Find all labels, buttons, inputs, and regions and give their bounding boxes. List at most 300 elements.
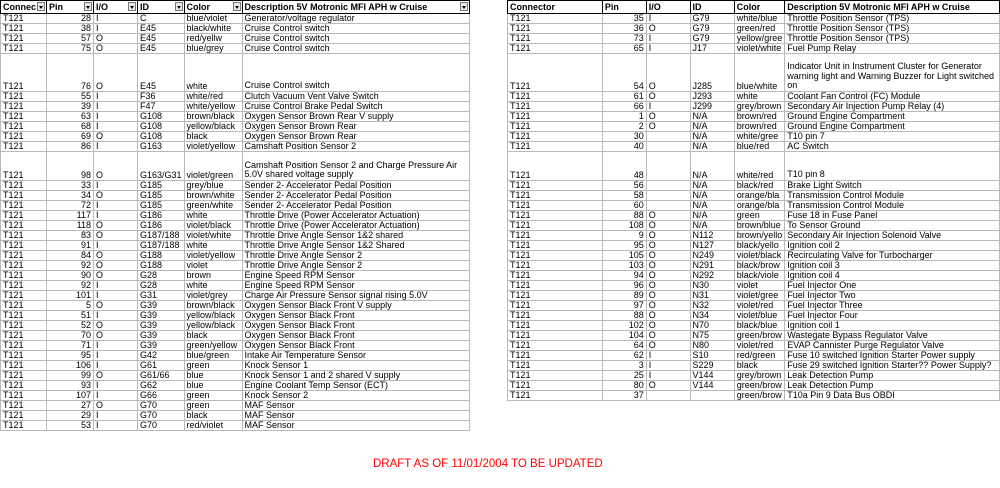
cell-id: V144 (690, 371, 734, 381)
cell-connector: T121 (508, 201, 603, 211)
header-label: Description 5V Motronic MFI APH w Cruise (244, 2, 428, 12)
cell-io: I (94, 391, 138, 401)
cell-connector: T121 (1, 112, 47, 122)
cell-color: blue/grey (184, 44, 242, 54)
cell-id: G70 (138, 401, 185, 411)
cell-pin: 53 (47, 421, 94, 431)
cell-color: white/yellow (184, 102, 242, 112)
cell-io: O (646, 221, 690, 231)
cell-io: O (646, 301, 690, 311)
cell-id: G108 (138, 132, 185, 142)
cell-color: brown/black (184, 112, 242, 122)
cell-id: F36 (138, 92, 185, 102)
cell-description: Intake Air Temperature Sensor (242, 351, 469, 361)
table-row (1, 271, 470, 281)
cell-id: N291 (690, 261, 734, 271)
cell-id: N292 (690, 271, 734, 281)
cell-description: Cruise Control switch (242, 24, 469, 34)
header-label: Pin (49, 2, 64, 12)
header-io (94, 1, 138, 14)
cell-color: blue/green (184, 351, 242, 361)
header-description (785, 1, 1000, 14)
cell-color: brown (184, 271, 242, 281)
cell-pin: 2 (602, 122, 646, 132)
table-row (1, 14, 470, 24)
cell-io: O (94, 261, 138, 271)
cell-io: O (646, 331, 690, 341)
table-row (1, 391, 470, 401)
cell-io: I (94, 281, 138, 291)
header-pin (47, 1, 94, 14)
cell-pin: 3 (602, 361, 646, 371)
header-io (646, 1, 690, 14)
cell-connector: T121 (508, 301, 603, 311)
table-row (508, 201, 1000, 211)
cell-description: Ignition coil 1 (785, 321, 1000, 331)
cell-color: blue/red (734, 142, 785, 152)
cell-io: I (94, 142, 138, 152)
cell-pin: 103 (602, 261, 646, 271)
cell-id: N32 (690, 301, 734, 311)
cell-io: O (94, 251, 138, 261)
cell-color: yellow/black (184, 122, 242, 132)
cell-color: white/red (734, 152, 785, 181)
cell-connector: T121 (508, 211, 603, 221)
cell-pin: 64 (602, 341, 646, 351)
cell-description: To Sensor Ground (785, 221, 1000, 231)
cell-io (646, 132, 690, 142)
table-row (508, 331, 1000, 341)
cell-connector: T121 (508, 331, 603, 341)
cell-id: N249 (690, 251, 734, 261)
cell-pin: 54 (602, 54, 646, 92)
cell-io: I (94, 122, 138, 132)
cell-id: N34 (690, 311, 734, 321)
cell-pin: 107 (47, 391, 94, 401)
cell-description: Sender 2- Accelerator Pedal Position (242, 201, 469, 211)
cell-pin: 25 (602, 371, 646, 381)
table-row (508, 92, 1000, 102)
cell-description: Fuse 18 in Fuse Panel (785, 211, 1000, 221)
cell-connector: T121 (508, 34, 603, 44)
table-row (1, 261, 470, 271)
table-row (508, 251, 1000, 261)
table-row (508, 281, 1000, 291)
table-row (1, 112, 470, 122)
filter-dropdown-icon[interactable] (460, 2, 468, 11)
cell-id: G79 (690, 14, 734, 24)
table-row (508, 14, 1000, 24)
cell-id: G31 (138, 291, 185, 301)
header-label: Connec (3, 2, 37, 12)
cell-color: yellow/black (184, 321, 242, 331)
cell-description: Indicator Unit in Instrument Cluster for Generator warning light and Warning Buzzer for Light switched on (785, 54, 1000, 92)
cell-pin: 51 (47, 311, 94, 321)
cell-io: I (94, 361, 138, 371)
cell-color: brown/yello (734, 231, 785, 241)
cell-connector: T121 (508, 391, 603, 401)
filter-dropdown-icon[interactable] (175, 2, 183, 11)
cell-color: grey/blue (184, 181, 242, 191)
cell-pin: 105 (602, 251, 646, 261)
table-row (1, 241, 470, 251)
cell-id: N/A (690, 132, 734, 142)
cell-pin: 58 (602, 191, 646, 201)
cell-color: white (184, 281, 242, 291)
cell-io: I (646, 34, 690, 44)
cell-id: G185 (138, 181, 185, 191)
cell-description: Coolant Fan Control (FC) Module (785, 92, 1000, 102)
cell-connector: T121 (1, 122, 47, 132)
cell-id: N31 (690, 291, 734, 301)
cell-pin: 118 (47, 221, 94, 231)
cell-io (646, 142, 690, 152)
cell-id: E45 (138, 54, 185, 92)
cell-description: Camshaft Position Sensor 2 and Charge Pressure Air 5.0V shared voltage supply (242, 152, 469, 181)
cell-pin: 102 (602, 321, 646, 331)
cell-description: Knock Sensor 1 and 2 shared V supply (242, 371, 469, 381)
cell-pin: 30 (602, 132, 646, 142)
cell-io: O (646, 251, 690, 261)
cell-color: blue/white (734, 54, 785, 92)
cell-connector: T121 (1, 371, 47, 381)
cell-io: O (646, 321, 690, 331)
cell-io: I (94, 421, 138, 431)
cell-id: G39 (138, 301, 185, 311)
cell-pin: 93 (47, 381, 94, 391)
cell-connector: T121 (508, 181, 603, 191)
cell-id: G163/G31 (138, 152, 185, 181)
cell-description: Engine Speed RPM Sensor (242, 271, 469, 281)
cell-description: Brake Light Switch (785, 181, 1000, 191)
cell-connector: T121 (508, 241, 603, 251)
cell-color: violet/green (184, 152, 242, 181)
cell-id: N/A (690, 211, 734, 221)
cell-connector: T121 (508, 381, 603, 391)
cell-description: T10 pin 7 (785, 132, 1000, 142)
cell-pin: 27 (47, 401, 94, 411)
cell-id: N/A (690, 221, 734, 231)
filter-dropdown-icon[interactable] (84, 2, 92, 11)
cell-id: G28 (138, 281, 185, 291)
cell-pin: 97 (602, 301, 646, 311)
cell-description: Cruise Control switch (242, 34, 469, 44)
cell-description: Wastegate Bypass Regulator Valve (785, 331, 1000, 341)
cell-id: G79 (690, 24, 734, 34)
cell-id: G39 (138, 331, 185, 341)
cell-id: G70 (138, 411, 185, 421)
cell-io: I (646, 371, 690, 381)
cell-connector: T121 (1, 34, 47, 44)
cell-connector: T121 (1, 92, 47, 102)
cell-pin: 104 (602, 331, 646, 341)
table-row (508, 112, 1000, 122)
table-row (508, 341, 1000, 351)
cell-id: J17 (690, 44, 734, 54)
cell-description: MAF Sensor (242, 411, 469, 421)
table-row (508, 271, 1000, 281)
cell-description: Ground Engine Compartment (785, 122, 1000, 132)
cell-io: O (94, 132, 138, 142)
cell-color: violet/white (734, 44, 785, 54)
cell-description: Throttle Drive (Power Accelerator Actuation) (242, 221, 469, 231)
table-row (508, 231, 1000, 241)
cell-connector: T121 (1, 152, 47, 181)
table-row (508, 122, 1000, 132)
cell-connector: T121 (508, 122, 603, 132)
cell-pin: 37 (602, 391, 646, 401)
cell-pin: 68 (47, 122, 94, 132)
cell-connector: T121 (1, 132, 47, 142)
table-row (508, 371, 1000, 381)
cell-color: black (184, 331, 242, 341)
header-label: I/O (648, 2, 661, 12)
cell-color: violet/yellow (184, 251, 242, 261)
cell-description: Fuel Injector One (785, 281, 1000, 291)
cell-id: N127 (690, 241, 734, 251)
cell-io: O (646, 311, 690, 321)
table-row (1, 351, 470, 361)
cell-pin: 34 (47, 191, 94, 201)
table-row (1, 152, 470, 181)
cell-color: violet/red (734, 301, 785, 311)
cell-io: O (94, 34, 138, 44)
cell-description: Knock Sensor 1 (242, 361, 469, 371)
cell-io: O (646, 24, 690, 34)
cell-description: Fuel Injector Two (785, 291, 1000, 301)
header-pin (602, 1, 646, 14)
cell-color: orange/bla (734, 191, 785, 201)
cell-pin: 83 (47, 231, 94, 241)
cell-id: G61/66 (138, 371, 185, 381)
cell-description: Throttle Position Sensor (TPS) (785, 24, 1000, 34)
table-row (508, 391, 1000, 401)
cell-connector: T121 (1, 24, 47, 34)
cell-description: EVAP Cannister Purge Regulator Valve (785, 341, 1000, 351)
cell-pin: 39 (47, 102, 94, 112)
cell-color: green/brow (734, 381, 785, 391)
right-table-body (508, 14, 1000, 401)
cell-id: N/A (690, 142, 734, 152)
cell-color: black/red (734, 181, 785, 191)
cell-id: C (138, 14, 185, 24)
cell-connector: T121 (1, 331, 47, 341)
cell-io: I (646, 14, 690, 24)
cell-io: I (94, 201, 138, 211)
cell-description: Oxygen Sensor Black Front V supply (242, 301, 469, 311)
cell-description: T10 pin 8 (785, 152, 1000, 181)
cell-color: black/yello (734, 241, 785, 251)
table-row (508, 181, 1000, 191)
table-row (1, 54, 470, 92)
cell-io: I (94, 351, 138, 361)
cell-connector: T121 (1, 271, 47, 281)
cell-color: grey/brown (734, 371, 785, 381)
cell-description: Oxygen Sensor Black Front (242, 341, 469, 351)
cell-color: blue (184, 381, 242, 391)
table-row (508, 152, 1000, 181)
cell-description: Ignition coil 4 (785, 271, 1000, 281)
cell-description: Leak Detection Pump (785, 371, 1000, 381)
cell-pin: 117 (47, 211, 94, 221)
cell-connector: T121 (508, 251, 603, 261)
cell-pin: 72 (47, 201, 94, 211)
cell-io: O (94, 231, 138, 241)
filter-dropdown-icon[interactable] (128, 2, 136, 11)
cell-color: violet/grey (184, 291, 242, 301)
cell-color: white (184, 211, 242, 221)
cell-io: O (646, 271, 690, 281)
cell-id: N/A (690, 152, 734, 181)
cell-pin: 40 (602, 142, 646, 152)
right-header-row (508, 1, 1000, 14)
cell-description: Ground Engine Compartment (785, 112, 1000, 122)
cell-color: black/white (184, 24, 242, 34)
cell-pin: 88 (602, 211, 646, 221)
cell-color: brown/red (734, 112, 785, 122)
cell-id: E45 (138, 44, 185, 54)
table-row (1, 291, 470, 301)
cell-color: violet (184, 261, 242, 271)
cell-pin: 61 (602, 92, 646, 102)
cell-io: O (646, 211, 690, 221)
draft-note: DRAFT AS OF 11/01/2004 TO BE UPDATED (373, 458, 603, 470)
cell-description: Secondary Air Injection Pump Relay (4) (785, 102, 1000, 112)
cell-pin: 99 (47, 371, 94, 381)
filter-dropdown-icon[interactable] (233, 2, 241, 11)
cell-id: G66 (138, 391, 185, 401)
cell-pin: 36 (602, 24, 646, 34)
cell-description: Sender 2- Accelerator Pedal Position (242, 191, 469, 201)
cell-color: green/yellow (184, 341, 242, 351)
cell-description: Recirculating Valve for Turbocharger (785, 251, 1000, 261)
cell-pin: 98 (47, 152, 94, 181)
cell-pin: 33 (47, 181, 94, 191)
cell-description: Oxygen Sensor Brown Rear (242, 132, 469, 142)
cell-pin: 76 (47, 54, 94, 92)
cell-io: I (94, 211, 138, 221)
cell-description: Throttle Drive Angle Sensor 2 (242, 261, 469, 271)
cell-color: blue/violet (184, 14, 242, 24)
cell-id: J293 (690, 92, 734, 102)
cell-pin: 75 (47, 44, 94, 54)
table-row (1, 92, 470, 102)
cell-id: N75 (690, 331, 734, 341)
table-row (1, 341, 470, 351)
cell-io (646, 181, 690, 191)
cell-connector: T121 (1, 341, 47, 351)
header-connector (508, 1, 603, 14)
cell-pin: 96 (602, 281, 646, 291)
filter-dropdown-icon[interactable] (37, 2, 45, 11)
cell-description: Sender 2- Accelerator Pedal Position (242, 181, 469, 191)
cell-pin: 5 (47, 301, 94, 311)
cell-pin: 92 (47, 261, 94, 271)
cell-description: MAF Sensor (242, 401, 469, 411)
table-row (1, 371, 470, 381)
cell-io: I (94, 381, 138, 391)
table-row (508, 221, 1000, 231)
cell-connector: T121 (508, 281, 603, 291)
cell-id: G185 (138, 201, 185, 211)
table-row (508, 321, 1000, 331)
cell-pin: 91 (47, 241, 94, 251)
cell-connector: T121 (1, 301, 47, 311)
cell-color: brown/white (184, 191, 242, 201)
left-header-row (1, 1, 470, 14)
cell-color: black (184, 411, 242, 421)
cell-io: I (94, 181, 138, 191)
cell-pin: 89 (602, 291, 646, 301)
cell-pin: 60 (602, 201, 646, 211)
cell-description: Knock Sensor 2 (242, 391, 469, 401)
table-row (1, 34, 470, 44)
cell-pin: 66 (602, 102, 646, 112)
header-label: Connector (510, 2, 555, 12)
cell-connector: T121 (1, 401, 47, 411)
table-row (1, 401, 470, 411)
table-row (508, 24, 1000, 34)
cell-color: brown/red (734, 122, 785, 132)
table-row (1, 221, 470, 231)
cell-id: S229 (690, 361, 734, 371)
cell-color: blue (184, 371, 242, 381)
cell-io: O (646, 92, 690, 102)
cell-connector: T121 (508, 261, 603, 271)
table-row (508, 311, 1000, 321)
table-row (508, 191, 1000, 201)
cell-color: white (184, 241, 242, 251)
cell-pin: 108 (602, 221, 646, 231)
cell-pin: 92 (47, 281, 94, 291)
cell-id: F47 (138, 102, 185, 112)
cell-pin: 95 (602, 241, 646, 251)
cell-pin: 62 (602, 351, 646, 361)
cell-io: O (646, 54, 690, 92)
cell-pin: 88 (602, 311, 646, 321)
cell-connector: T121 (508, 311, 603, 321)
cell-connector: T121 (508, 14, 603, 24)
cell-id: G186 (138, 211, 185, 221)
cell-io: I (646, 44, 690, 54)
cell-pin: 57 (47, 34, 94, 44)
table-row (508, 211, 1000, 221)
table-row (1, 24, 470, 34)
cell-io: I (646, 102, 690, 112)
cell-io: I (94, 92, 138, 102)
cell-io: O (94, 54, 138, 92)
header-label: ID (140, 2, 150, 12)
cell-pin: 71 (47, 341, 94, 351)
cell-pin: 80 (602, 381, 646, 391)
cell-pin: 28 (47, 14, 94, 24)
table-row (1, 102, 470, 112)
cell-id: N/A (690, 122, 734, 132)
cell-id: G188 (138, 251, 185, 261)
cell-io (646, 391, 690, 401)
cell-io: O (94, 271, 138, 281)
cell-connector: T121 (508, 44, 603, 54)
cell-pin: 90 (47, 271, 94, 281)
cell-io: I (94, 311, 138, 321)
cell-color: green/red (734, 24, 785, 34)
table-row (508, 102, 1000, 112)
cell-id: G28 (138, 271, 185, 281)
cell-id: G39 (138, 311, 185, 321)
cell-connector: T121 (1, 251, 47, 261)
right-wiring-table (507, 0, 1000, 401)
cell-pin: 35 (602, 14, 646, 24)
